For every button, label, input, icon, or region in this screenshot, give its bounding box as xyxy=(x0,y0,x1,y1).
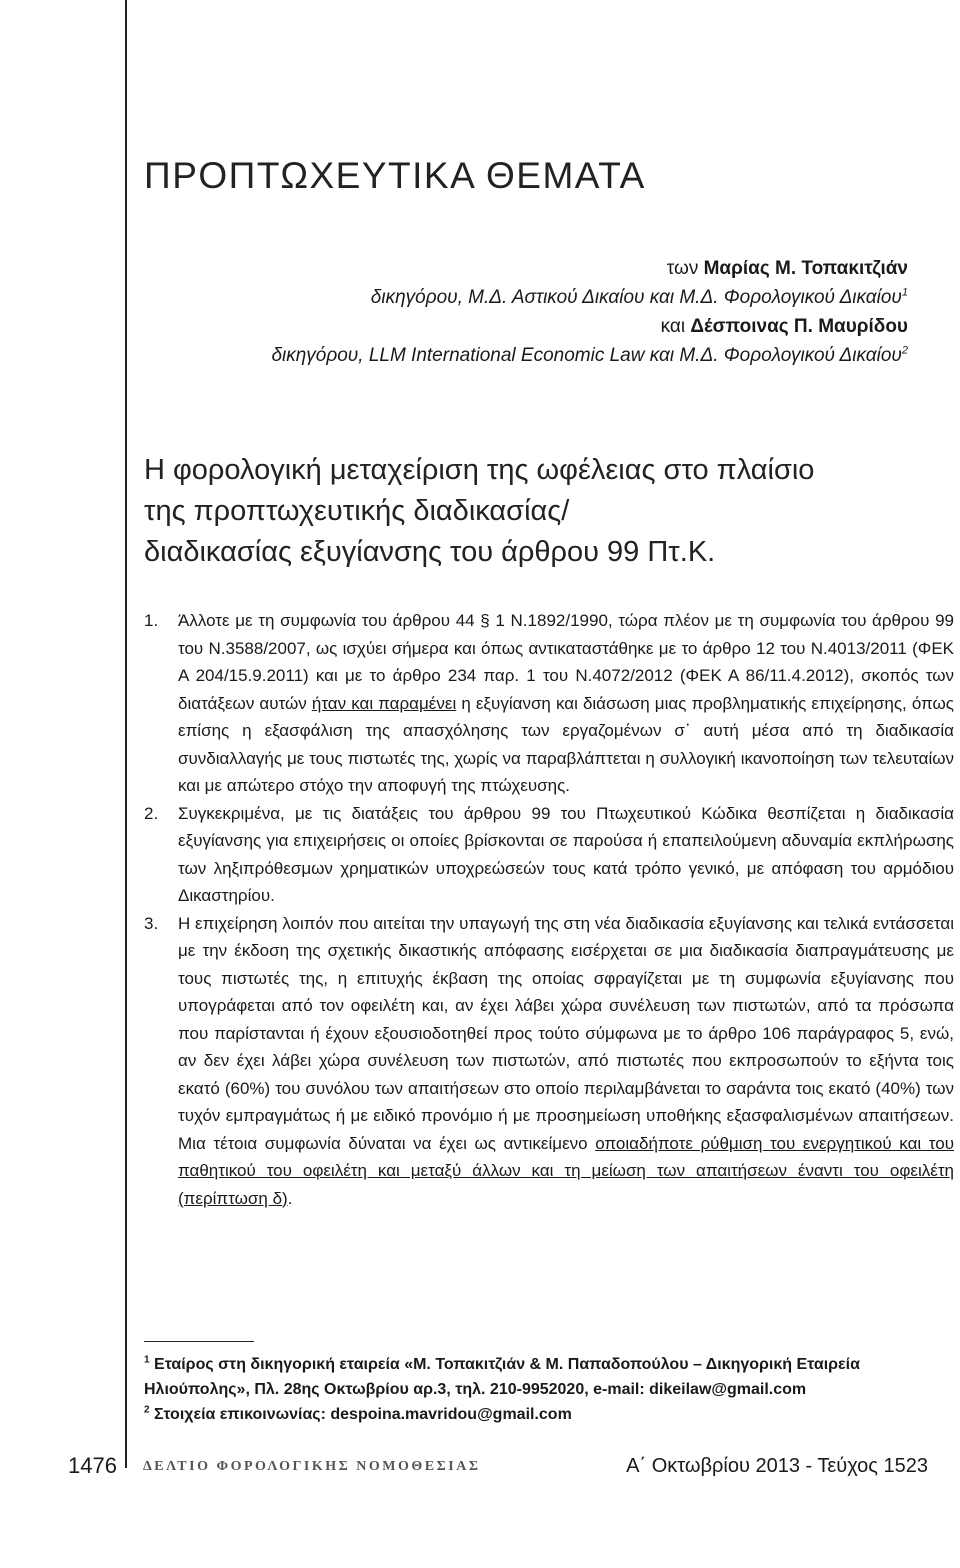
paragraph-number: 2. xyxy=(144,803,159,823)
paragraph-1 xyxy=(144,607,954,800)
underlined-text: οποιαδήποτε ρύθμιση του ενεργητικού και του παθητικού του οφειλέτη και μεταξύ άλλων και τη μείωση των απαιτήσεων έναντι του οφειλέτη (περίπτωση δ) xyxy=(178,1133,955,1208)
author1-prefix: των xyxy=(666,258,699,279)
author1-role-line xyxy=(271,283,908,312)
footnote-2 xyxy=(144,1402,954,1427)
footnote-1 xyxy=(144,1352,954,1402)
underlined-text: ήταν και παραμένει xyxy=(311,693,457,713)
issue-info: Α΄ Οκτωβρίου 2013 - Τεύχος 1523 xyxy=(626,1455,928,1477)
paragraph-text xyxy=(178,607,954,800)
paragraph-text xyxy=(178,910,954,1213)
author1-role: δικηγόρου, Μ.Δ. Αστικού Δικαίου και Μ.Δ. Φορολογικού Δικαίου xyxy=(370,287,902,308)
footnote-separator xyxy=(144,1341,254,1342)
author1-footnote-ref: 1 xyxy=(901,286,908,299)
author2-first-name: Δέσποινας xyxy=(690,316,789,337)
section-heading: ΠΡΟΠΤΩΧΕΥΤΙΚΑ ΘΕΜΑΤΑ xyxy=(144,155,646,196)
paragraph-3 xyxy=(144,910,954,1213)
title-line: Η φορολογική μεταχείριση της ωφέλειας στο πλαίσιο xyxy=(144,454,815,486)
author2-footnote-ref: 2 xyxy=(901,344,908,357)
title-line: διαδικασίας εξυγίανσης του άρθρου 99 Πτ.Κ. xyxy=(144,536,716,568)
page-number: 1476 xyxy=(68,1453,117,1478)
text-run: Η επιχείρηση λοιπόν που αιτείται την υπαγωγή της στη νέα διαδικασία εξυγίανσης και τελικά εντάσσεται με την έκδοση της σχετικής δικαστικής απόφασης εισέρχεται σε μια διαδικασία διαπραγμάτευσης με τους πιστωτές της, η επιτυχής έκβαση της οποίας σφραγίζεται με τη συμφωνία εξυγίανσης που υπογράφεται από τον οφειλέτη και, αν έχει λάβει χώρα συνέλευση των πιστωτών, από τα πρόσωπα που παρίστανται ή έχουν εξουσιοδοτηθεί προς τούτο σύμφωνα με το άρθρο 106 παράγραφος 5, ενώ, αν δεν έχει λάβει χώρα συνέλευση των πιστωτών, από πιστωτές που εκπροσωπούν το εξήντα τοις εκατό (60%) του συνόλου των απαιτήσεων στο οποίο περιλαμβάνεται το σαράντα τοις εκατό (40%) των τυχόν εμπραγμάτως ή με ειδικό προνόμιο ή με προσημείωση υποθήκης εξασφαλισμένων απαιτήσεων. Μια τέτοια συμφωνία δύναται να έχει ως αντικείμενο xyxy=(178,913,954,1153)
article-title xyxy=(144,450,944,573)
author1-name: Μαρίας Μ. Τοπακιτζιάν xyxy=(703,258,908,279)
paragraph-text: Συγκεκριμένα, με τις διατάξεις του άρθρου 99 του Πτωχευτικού Κώδικα θεσπίζεται η διαδικασία εξυγίανσης για επιχειρήσεις οι οποίες βρίσκονται σε παρούσα ή επαπειλούμενη αδυναμία εκπλήρωσης των ληξιπρόθεσμων χρηματικών υποχρεώσεών τους κατά τρόπο γενικό, με απόφαση του αρμόδιου Δικαστηρίου. xyxy=(178,803,954,905)
author2-role: δικηγόρου, LLM International Economic Law και Μ.Δ. Φορολογικού Δικαίου xyxy=(271,345,902,366)
journal-name: ΔΕΛΤΙΟ ΦΟΡΟΛΟΓΙΚΗΣ ΝΟΜΟΘΕΣΙΑΣ xyxy=(143,1459,481,1474)
author1-line xyxy=(271,254,908,283)
article-body xyxy=(144,607,954,1212)
title-line: της προπτωχευτικής διαδικασίας/ xyxy=(144,495,570,527)
authors-block xyxy=(271,254,908,370)
margin-rule xyxy=(125,0,127,1468)
paragraph-2 xyxy=(144,800,954,910)
text-run: . xyxy=(287,1188,293,1208)
footnote-marker: 2 xyxy=(144,1404,150,1416)
footnotes xyxy=(144,1352,954,1427)
paragraph-number: 3. xyxy=(144,913,159,933)
text-run: η εξυγίανση και διάσωση μιας προβληματικής επιχείρησης, όπως επίσης η εξασφάλιση της απασχόλησης των εργαζομένων σ᾽ αυτή μέσα από τη διαδικασία συνδιαλλαγής με τους πιστωτές της, χωρίς να παραβλάπτεται η συλλογική ικανοποίηση των τελευταίων και με απώτερο στόχο την αποφυγή της πτώχευσης. xyxy=(178,693,954,795)
footnote-marker: 1 xyxy=(144,1354,150,1366)
paragraph-number: 1. xyxy=(144,611,159,630)
author2-line xyxy=(271,312,908,341)
footnote-text: Εταίρος στη δικηγορική εταιρεία «Μ. Τοπακιτζιάν & Μ. Παπαδοπούλου – Δικηγορική Εταιρεία Ηλιούπολης», Πλ. 28ης Οκτωβρίου αρ.3, τηλ. 210-9952020, e-mail: dikeilaw@gmail.com xyxy=(144,1356,860,1398)
author2-last-name: Π. Μαυρίδου xyxy=(793,316,908,337)
footnote-text: Στοιχεία επικοινωνίας: despoina.mavridou@gmail.com xyxy=(154,1406,572,1423)
author2-role-line xyxy=(271,341,908,370)
text-run: Άλλοτε με τη συμφωνία του άρθρου 44 § 1 Ν.1892/1990, τώρα πλέον με τη συμφωνία του άρθρου 99 του Ν.3588/2007, ως ισχύει σήμερα και όπως αντικαταστάθηκε με το άρθρο 12 του Ν.4013/2011 (ΦΕΚ Α 204/15.9.2011) και με το άρθρο 234 παρ. 1 του Ν.4072/2012 (ΦΕΚ Α 86/11.4.2012), σκοπός των διατάξεων αυτών xyxy=(178,611,954,713)
author2-prefix: και xyxy=(660,316,686,337)
